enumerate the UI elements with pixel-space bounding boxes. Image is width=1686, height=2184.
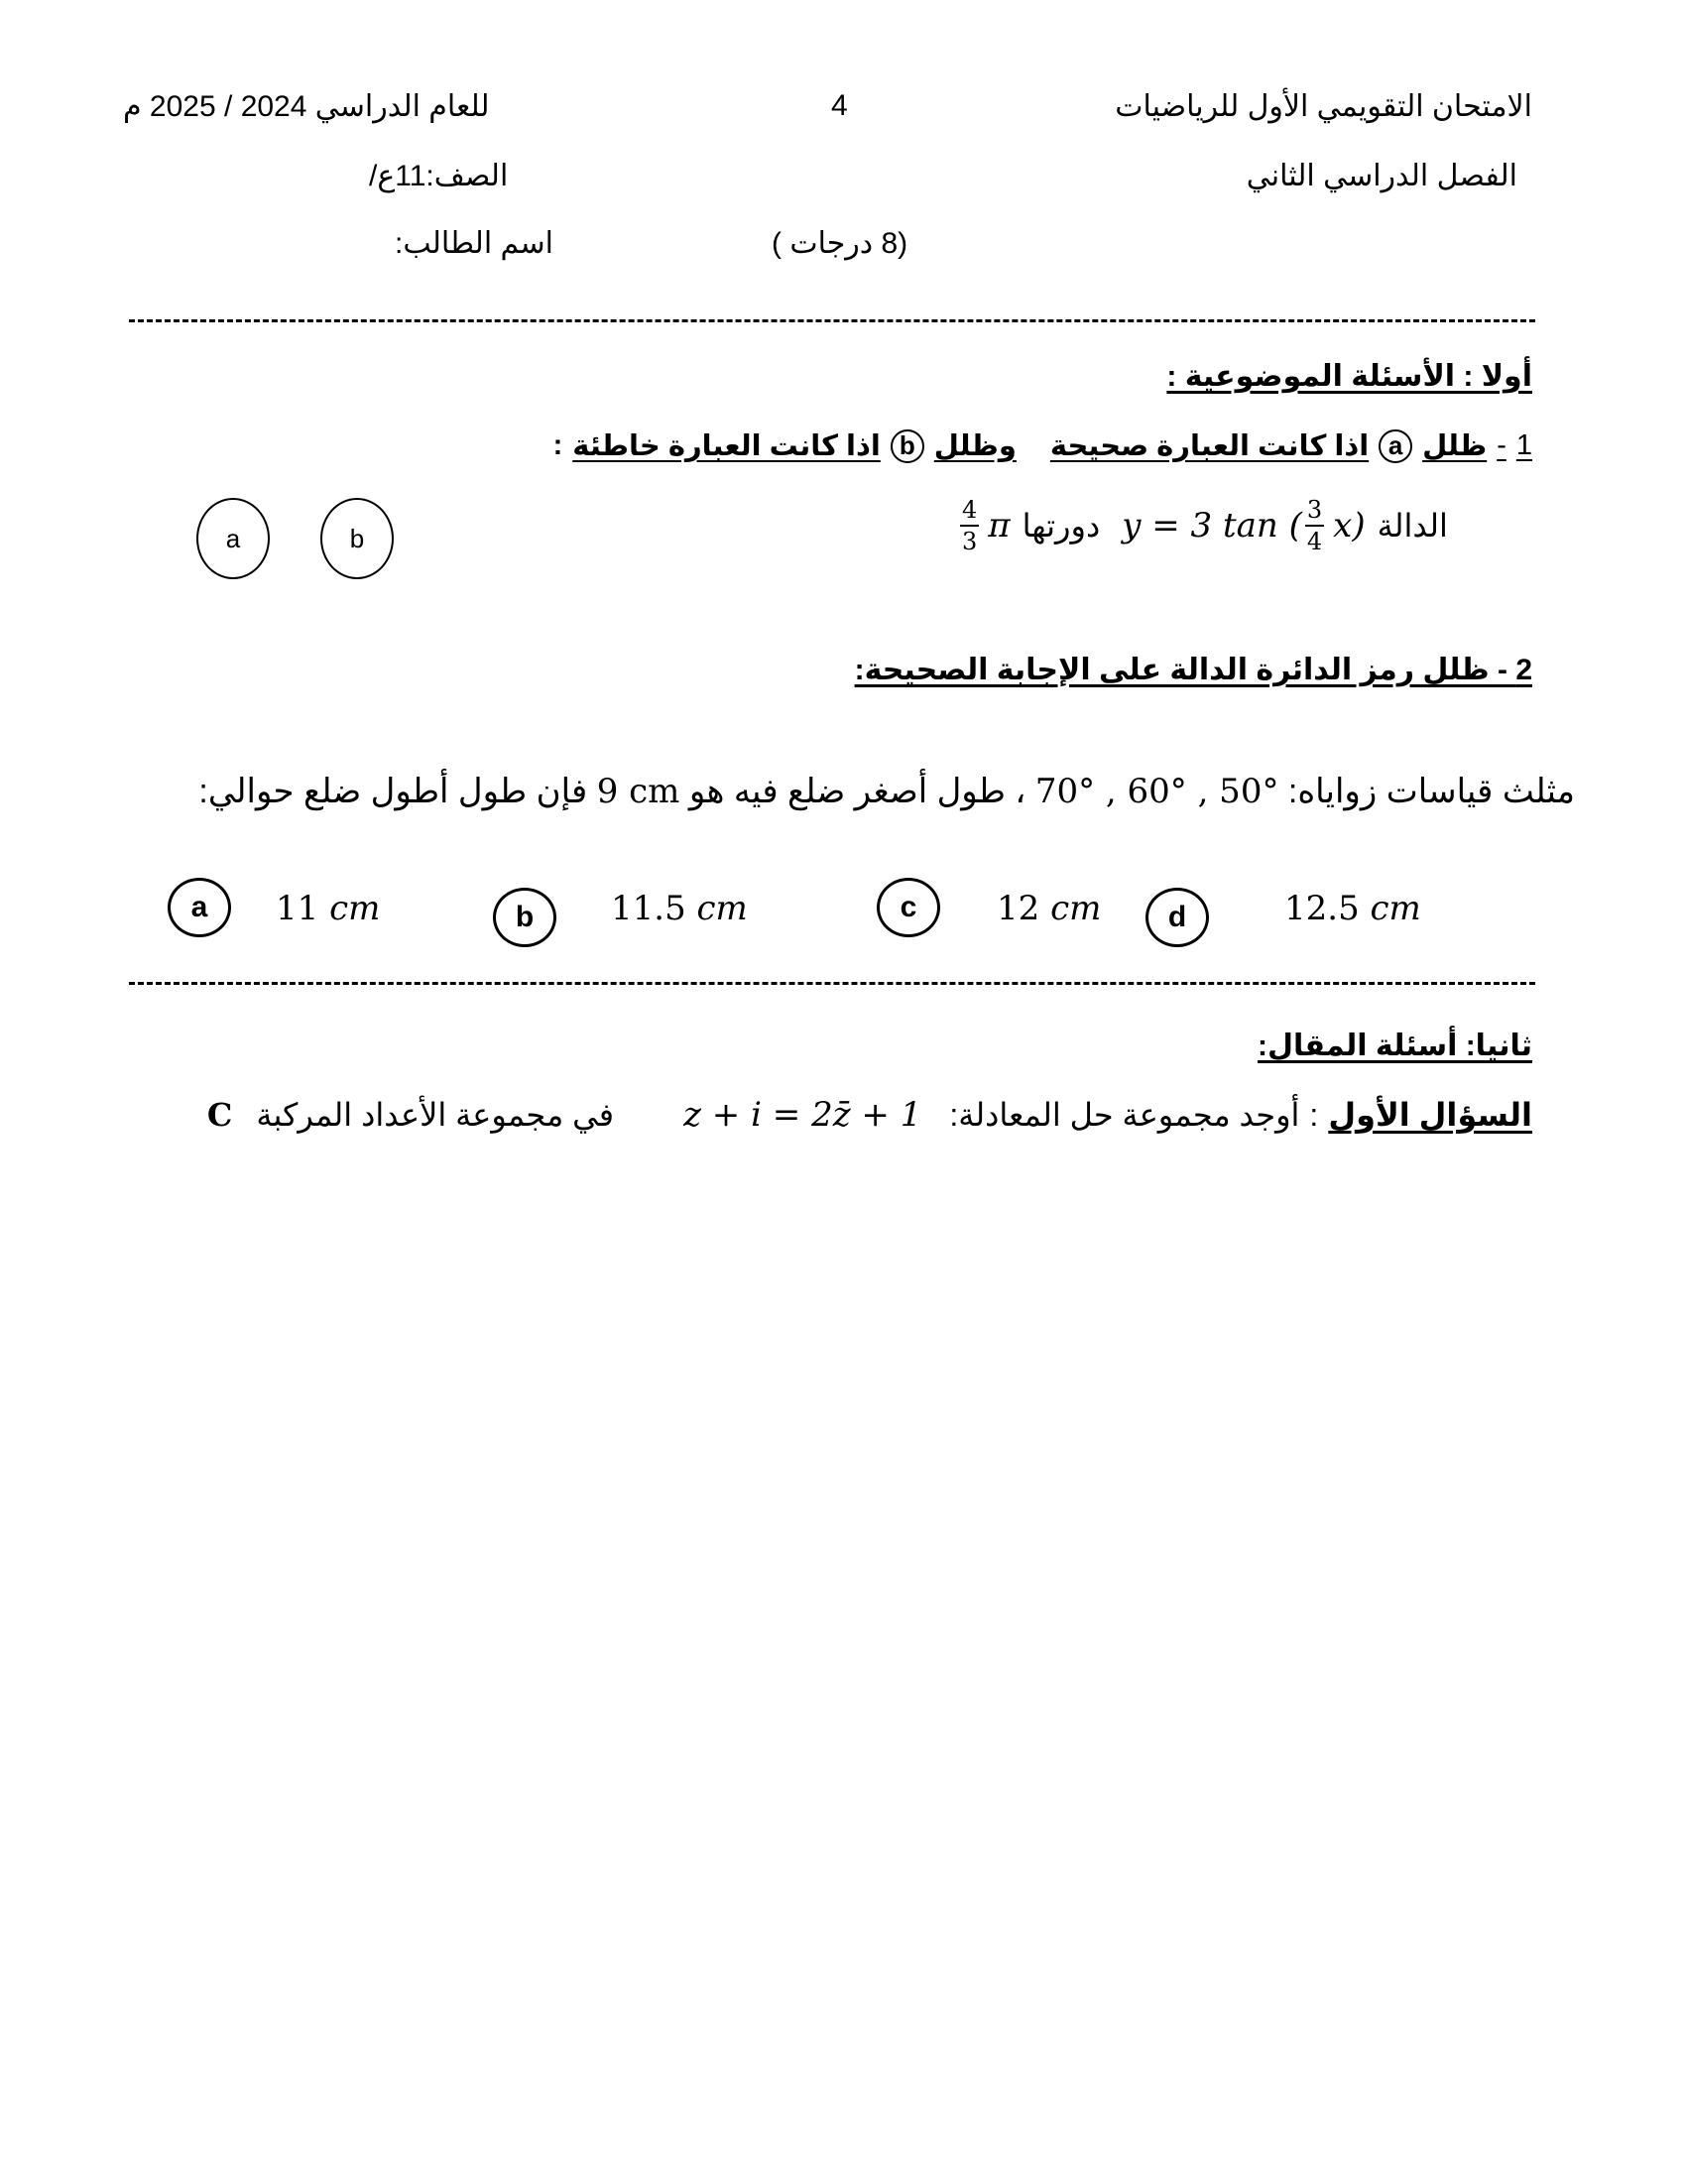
- essay-q1-suffix: في مجموعة الأعداد المركبة: [256, 1097, 615, 1133]
- period-fraction: $\frac{4}{3}$: [962, 496, 978, 555]
- essay-q1-sep: :: [1309, 1096, 1319, 1133]
- exam-title: الامتحان التقويمي الأول للرياضيات: [1115, 90, 1532, 123]
- grade-label: الصف:11ع/: [369, 160, 509, 192]
- period-word: دورتها: [1022, 508, 1101, 544]
- q2-angles: 70° , 60° , 50°: [1034, 772, 1279, 811]
- option-b-circle[interactable]: b: [493, 888, 556, 947]
- option-c-circle[interactable]: c: [877, 878, 940, 937]
- q1-shade-word: ظلل: [1422, 430, 1488, 462]
- section1-title: أولا : الأسئلة الموضوعية :: [1166, 360, 1532, 393]
- section2-title: ثانيا: أسئلة المقال:: [1258, 1030, 1532, 1062]
- student-name-label: اسم الطالب:: [395, 227, 553, 260]
- option-d-value: 12.5 cm: [1284, 889, 1421, 928]
- symbol-a-icon: a: [1379, 429, 1412, 463]
- q2-title: 2 - ظلل رمز الدائرة الدالة على الإجابة الصحيحة:: [854, 654, 1532, 686]
- choice-a-circle[interactable]: a: [196, 498, 270, 579]
- q1-function: y = 3 tan ( $\frac{3}{4}$ x): [1122, 496, 1366, 555]
- option-a-circle[interactable]: a: [168, 878, 231, 937]
- statement-word: الدالة: [1377, 508, 1448, 544]
- q2-part3: فإن طول أطول ضلع حوالي:: [198, 773, 597, 810]
- semester: الفصل الدراسي الثاني: [1246, 160, 1517, 192]
- option-b-value: 11.5 cm: [611, 889, 748, 928]
- divider-top: [129, 319, 1535, 322]
- symbol-b-icon: b: [891, 429, 924, 463]
- choice-b-circle[interactable]: b: [320, 498, 394, 579]
- q1-shade2-word: وظلل: [933, 430, 1017, 462]
- function-fraction: $\frac{3}{4}$: [1306, 496, 1323, 555]
- essay-q1-equation: z + i = 2z̄ + 1: [683, 1095, 922, 1135]
- essay-q1: [207, 1095, 1532, 1135]
- q1-instruction: 1 - ظلل a اذا كانت العبارة صحيحة وظلل b اذا كانت العبارة خاطئة :: [552, 429, 1532, 462]
- page-number: 4: [831, 89, 848, 122]
- q2-length: 9 cm: [596, 772, 680, 811]
- q2-part2: ، طول أصغر ضلع فيه هو: [679, 773, 1035, 810]
- marks: (8 درجات ): [772, 227, 908, 260]
- academic-year: للعام الدراسي 2024 / 2025 م: [123, 90, 490, 123]
- option-d-circle[interactable]: d: [1145, 888, 1209, 947]
- complex-set-symbol: C: [206, 1096, 233, 1134]
- divider-middle: [129, 982, 1535, 985]
- essay-q1-label: السؤال الأول: [1328, 1097, 1532, 1133]
- q1-number: 1: [1515, 429, 1532, 461]
- q1-false-text: اذا كانت العبارة خاطئة: [572, 430, 881, 462]
- option-a-value: 11 cm: [276, 889, 381, 928]
- q1-true-text: اذا كانت العبارة صحيحة: [1049, 430, 1370, 462]
- q1-period: $\frac{4}{3}$ π: [962, 496, 1011, 555]
- q1-statement: [957, 498, 1448, 553]
- option-c-value: 12 cm: [997, 889, 1102, 928]
- q1-colon: :: [552, 429, 563, 461]
- essay-q1-text: أوجد مجموعة حل المعادلة:: [949, 1097, 1300, 1133]
- q2-question: [121, 772, 1575, 811]
- q2-part1: مثلث قياسات زواياه:: [1278, 773, 1575, 810]
